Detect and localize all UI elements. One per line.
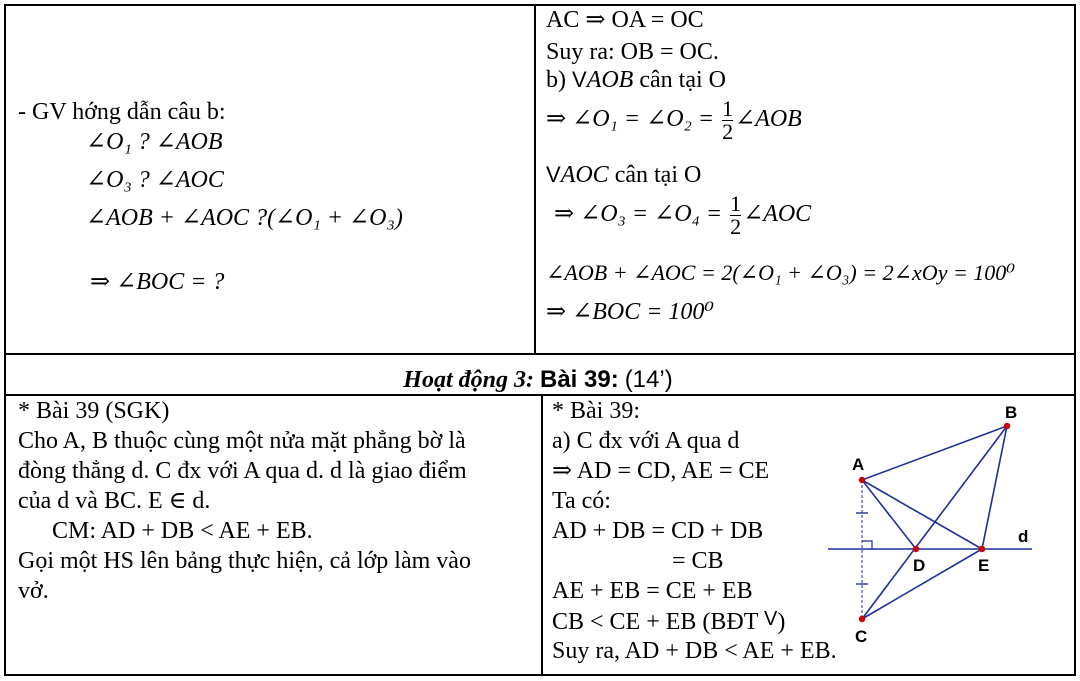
- solution-line-1: * Bài 39:: [552, 398, 640, 424]
- segment-eb: [982, 426, 1007, 549]
- triangle-name: AOB: [586, 67, 634, 93]
- proof-line-7: ∠AOB + ∠AOC = 2(∠O₁ + ∠O₃) = 2∠xOy = 100⁰: [546, 260, 1016, 285]
- label-b: B: [1005, 403, 1018, 422]
- solution-line-9: Suy ra, AD + DB < AE + EB.: [552, 638, 837, 664]
- solution-line-8-close: ): [777, 609, 786, 635]
- proof-line-8: ⇒ ∠BOC = 100⁰: [546, 299, 715, 325]
- triangle-symbol: V: [546, 162, 561, 187]
- solution-line-3: ⇒ AD = CD, AE = CE: [552, 458, 770, 484]
- exercise-line-2: Cho A, B thuộc cùng một nửa mặt phẳng bờ là: [18, 428, 466, 454]
- solution-line-8-text: CB < CE + EB (BĐT: [552, 609, 764, 635]
- fraction-denominator: 2: [730, 214, 742, 239]
- guide-question-4: ⇒ ∠BOC = ?: [90, 269, 225, 295]
- proof-line-2: Suy ra: OB = OC.: [546, 39, 719, 65]
- segment-ad: [862, 480, 916, 549]
- point-e: [979, 546, 985, 552]
- exercise-line-7: vở.: [18, 578, 49, 604]
- proof-line-4-lhs: ⇒ ∠O₁ = ∠O₂ =: [546, 106, 721, 133]
- label-a: A: [852, 455, 865, 474]
- section-header-activity: Hoạt động 3:: [403, 367, 534, 393]
- triangle-symbol: V: [572, 67, 587, 92]
- proof-line-3-tail: cân tại O: [633, 67, 726, 93]
- fraction-numerator: 1: [722, 96, 734, 121]
- right-angle-mark: [862, 541, 872, 549]
- point-b: [1004, 423, 1010, 429]
- point-a: [859, 477, 865, 483]
- exercise-line-5: CM: AD + DB < AE + EB.: [52, 518, 313, 544]
- label-line-d: d: [1018, 527, 1029, 546]
- fraction-denominator: 2: [722, 119, 734, 144]
- section-header-time: (14’): [624, 366, 673, 393]
- solution-line-4: Ta có:: [552, 488, 611, 514]
- solution-line-7: AE + EB = CE + EB: [552, 578, 753, 604]
- segment-cb: [862, 426, 1007, 619]
- exercise-line-1: * Bài 39 (SGK): [18, 398, 170, 424]
- label-e: E: [978, 556, 990, 575]
- point-c: [859, 616, 865, 622]
- label-d: D: [913, 556, 926, 575]
- proof-line-5-tail: cân tại O: [608, 162, 702, 188]
- solution-line-6: = CB: [672, 548, 724, 574]
- point-d: [913, 546, 919, 552]
- solution-line-5: AD + DB = CD + DB: [552, 518, 764, 544]
- guide-question-3: ∠AOB + ∠AOC ?(∠O₁ + ∠O₃): [86, 205, 403, 231]
- guide-question-2: ∠O₃ ? ∠AOC: [86, 167, 224, 193]
- label-c: C: [855, 627, 868, 646]
- guide-question-1: ∠O₁ ? ∠AOB: [86, 129, 223, 155]
- fraction-numerator: 1: [730, 191, 742, 216]
- exercise-line-6: Gọi một HS lên bảng thực hiện, cả lớp làm vào: [18, 548, 471, 574]
- exercise-line-4: của d và BC. E ∈ d.: [18, 488, 211, 514]
- section-header-exercise: Bài 39:: [539, 366, 619, 393]
- proof-line-1: AC ⇒ OA = OC: [546, 7, 704, 33]
- triangle-symbol: V: [763, 608, 778, 630]
- triangle-name: AOC: [560, 162, 609, 188]
- proof-line-6-rhs: ∠AOC: [743, 201, 812, 228]
- guide-heading: - GV hớng dẫn câu b:: [18, 99, 226, 125]
- proof-line-3-part: b): [546, 67, 572, 93]
- proof-line-6-lhs: ⇒ ∠O₃ = ∠O₄ =: [554, 201, 729, 228]
- solution-line-2: a) C đx với A qua d: [552, 428, 740, 454]
- exercise-line-3: đòng thẳng d. C đx với A qua d. d là giao điểm: [18, 458, 467, 484]
- proof-line-4-rhs: ∠AOB: [735, 106, 802, 133]
- segment-ab: [862, 426, 1007, 480]
